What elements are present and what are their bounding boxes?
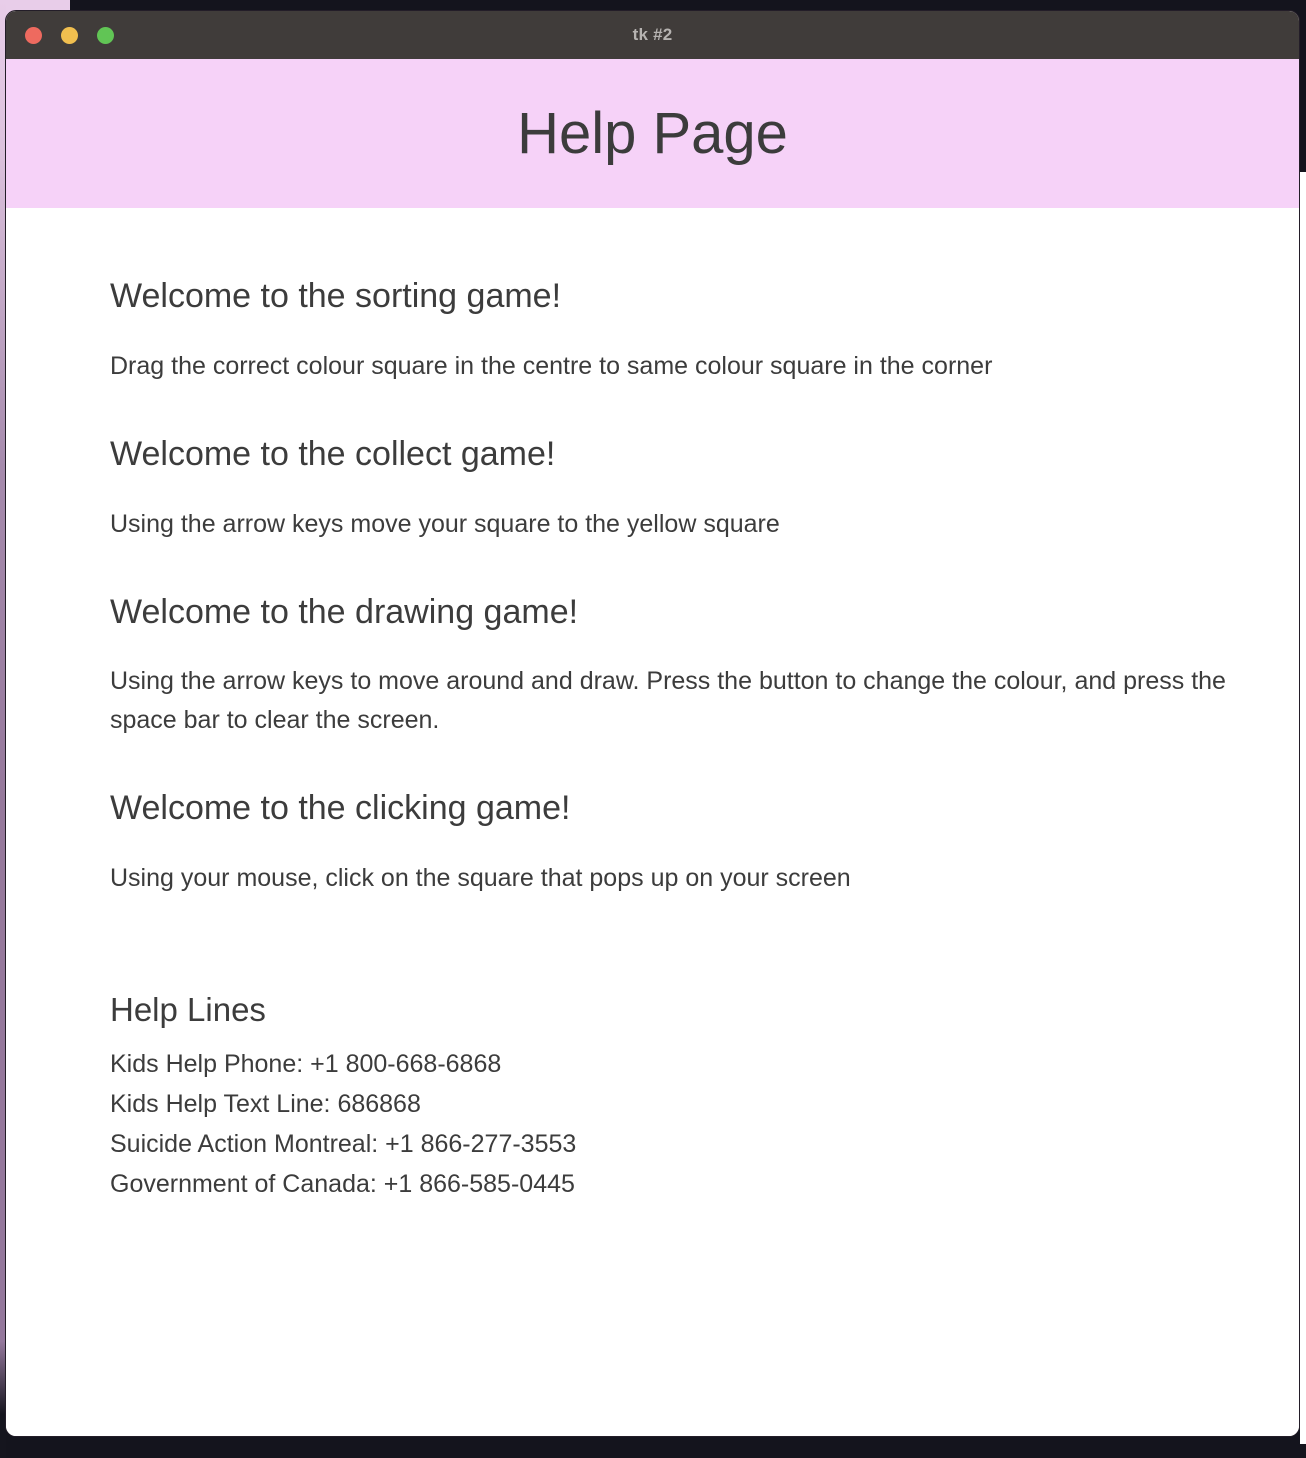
help-lines-list — [110, 1044, 1265, 1204]
help-line-suicide-action-montreal: Suicide Action Montreal: +1 866-277-3553 — [110, 1129, 577, 1158]
section-heading-clicking-game: Welcome to the clicking game! — [110, 789, 571, 828]
page-header — [6, 59, 1299, 208]
section-body-clicking-game: Using your mouse, click on the square that pops up on your screen — [110, 864, 851, 893]
help-line-kids-help-phone: Kids Help Phone: +1 800-668-6868 — [110, 1049, 502, 1078]
help-line-government-of-canada: Government of Canada: +1 866-585-0445 — [110, 1169, 575, 1198]
traffic-lights — [25, 11, 114, 59]
section-heading-collect-game: Welcome to the collect game! — [110, 434, 556, 473]
tk-window — [5, 10, 1300, 1437]
titlebar[interactable] — [6, 11, 1299, 59]
minimize-button[interactable] — [61, 27, 78, 44]
close-button[interactable] — [25, 27, 42, 44]
section-body-collect-game: Using the arrow keys move your square to the yellow square — [110, 509, 780, 538]
help-line-kids-help-text: Kids Help Text Line: 686868 — [110, 1089, 421, 1118]
page-title: Help Page — [517, 101, 788, 166]
section-heading-drawing-game: Welcome to the drawing game! — [110, 592, 579, 631]
section-heading-sorting-game: Welcome to the sorting game! — [110, 277, 562, 315]
help-lines-heading: Help Lines — [110, 991, 266, 1029]
zoom-button[interactable] — [97, 27, 114, 44]
section-body-drawing-game: Using the arrow keys to move around and draw. Press the button to change the colour, and press the space bar to clear the screen. — [110, 667, 1226, 735]
window-title: tk #2 — [632, 25, 673, 44]
help-content — [6, 208, 1299, 1436]
section-body-sorting-game: Drag the correct colour square in the centre to same colour square in the corner — [110, 351, 993, 380]
desktop-background-right-strip — [1300, 172, 1306, 1444]
